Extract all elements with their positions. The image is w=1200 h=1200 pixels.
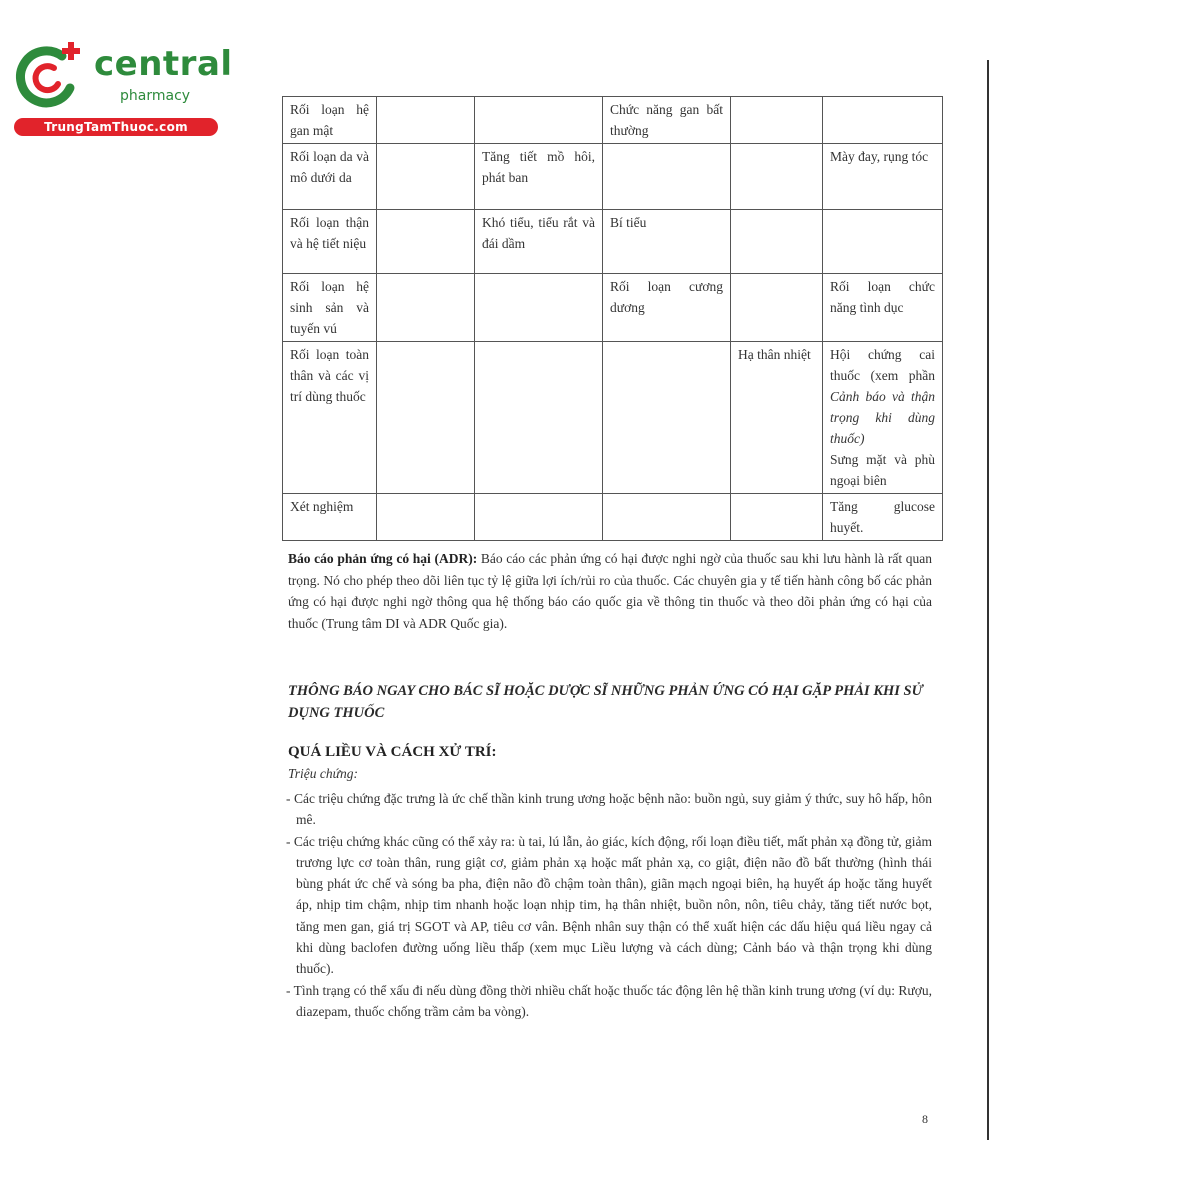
adr-report-text: Báo cáo các phản ứng có hại được nghi ngờ của thuốc sau khi lưu hành là rất quan trọng. Nó cho phép theo dõi liên tục tỷ lệ giữa lợi ích/rủi ro của thuốc. Các chuyên gia y tế tiến hành công bố các phản ứng có hại được nghi ngờ thông qua hệ thống báo cáo quốc gia về thông tin thuốc và theo dõi phản ứng có hại của thuốc (Trung tâm DI và ADR Quốc gia). [288, 551, 932, 631]
table-cell: Xét nghiệm [283, 494, 377, 541]
table-cell [475, 274, 603, 342]
table-cell: Rối loạn hệ gan mật [283, 97, 377, 144]
brand-logo [10, 38, 233, 138]
page-number: 8 [922, 1112, 928, 1126]
table-cell [731, 97, 823, 144]
brand-website: TrungTamThuoc.com [14, 118, 218, 136]
table-cell [377, 274, 475, 342]
table-cell: Rối loạn da và mô dưới da [283, 144, 377, 210]
table-cell: Bí tiểu [603, 210, 731, 274]
table-row [283, 494, 943, 541]
symptoms-label: Triệu chứng: [288, 766, 358, 781]
table-cell [603, 144, 731, 210]
table-cell: Chức năng gan bất thường [603, 97, 731, 144]
table-cell: Rối loạn cương dương [603, 274, 731, 342]
table-cell [823, 97, 943, 144]
list-item: - Tình trạng có thể xấu đi nếu dùng đồng thời nhiều chất hoặc thuốc tác động lên hệ thần kinh trung ương (ví dụ: Rượu, diazepam, thuốc chống trầm cảm ba vòng). [286, 982, 932, 1019]
symptoms-list [284, 788, 932, 1022]
withdrawal-text: Hội chứng cai thuốc (xem phần [830, 347, 935, 383]
table-cell [731, 494, 823, 541]
table-cell [377, 144, 475, 210]
adverse-reactions-table [282, 96, 943, 541]
notice-heading: THÔNG BÁO NGAY CHO BÁC SĨ HOẶC DƯỢC SĨ NHỮNG PHẢN ỨNG CÓ HẠI GẶP PHẢI KHI SỬ DỤNG THUỐC [288, 683, 923, 721]
table-row [283, 97, 943, 144]
table-cell: Khó tiểu, tiểu rắt và đái dầm [475, 210, 603, 274]
table-cell: Rối loạn chức năng tình dục [823, 274, 943, 342]
table-cell: Rối loạn hệ sinh sản và tuyến vú [283, 274, 377, 342]
table-row [283, 144, 943, 210]
table-cell: Tăng tiết mồ hôi, phát ban [475, 144, 603, 210]
table-cell [377, 97, 475, 144]
withdrawal-reference: Cảnh báo và thận trọng khi dùng thuốc) [830, 389, 935, 446]
table-cell [823, 210, 943, 274]
list-item: - Các triệu chứng đặc trưng là ức chế thần kinh trung ương hoặc bệnh não: buồn ngủ, suy giảm ý thức, suy hô hấp, hôn mê. [286, 791, 932, 828]
table-cell [731, 274, 823, 342]
table-cell [475, 494, 603, 541]
table-cell [377, 342, 475, 494]
scan-page-edge [987, 60, 989, 1140]
table-row [283, 210, 943, 274]
table-cell-withdrawal [823, 342, 943, 494]
table-cell [377, 210, 475, 274]
table-cell [731, 210, 823, 274]
table-cell: Mày đay, rụng tóc [823, 144, 943, 210]
table-cell: Rối loạn toàn thân và các vị trí dùng thuốc [283, 342, 377, 494]
brand-name: central [94, 44, 233, 84]
table-cell: Hạ thân nhiệt [731, 342, 823, 494]
table-cell [731, 144, 823, 210]
adr-report-label: Báo cáo phản ứng có hại (ADR): [288, 551, 478, 566]
central-pharmacy-logo-icon [10, 38, 94, 118]
brand-subtitle: pharmacy [120, 88, 191, 104]
overdose-title: QUÁ LIỀU VÀ CÁCH XỬ TRÍ: [288, 744, 497, 760]
table-cell: Tăng glucose huyết. [823, 494, 943, 541]
table-cell [475, 342, 603, 494]
table-cell [603, 342, 731, 494]
list-item: - Các triệu chứng khác cũng có thể xảy ra: ù tai, lú lẫn, ảo giác, kích động, rối loạn điều tiết, mất phản xạ đồng tử, giảm trương lực cơ toàn thân, rung giật cơ, giảm phản xạ hoặc mất phản xạ, co giật, điện não đồ bất thường (hình thái bùng phát ức chế và sóng ba pha, điện não đồ chậm toàn thân), giãn mạch ngoại biên, hạ huyết áp hoặc tăng huyết áp, nhịp tim chậm, nhịp tim nhanh hoặc loạn nhịp tim, hạ thân nhiệt, buồn nôn, nôn, tiêu chảy, tăng tiết nước bọt, tăng men gan, giá trị SGOT và AP, tiêu cơ vân. Bệnh nhân suy thận có thể xuất hiện các dấu hiệu quá liều ngay cả khi dùng baclofen đường uống liều thấp (xem mục Liều lượng và cách dùng; Cảnh báo và thận trọng khi dùng thuốc). [286, 833, 932, 977]
adr-report-paragraph [288, 548, 932, 634]
table-row [283, 342, 943, 494]
table-cell [475, 97, 603, 144]
table-row [283, 274, 943, 342]
table-cell: Rối loạn thận và hệ tiết niệu [283, 210, 377, 274]
table-cell [603, 494, 731, 541]
table-cell [377, 494, 475, 541]
edema-text: Sưng mặt và phù ngoại biên [830, 452, 935, 488]
